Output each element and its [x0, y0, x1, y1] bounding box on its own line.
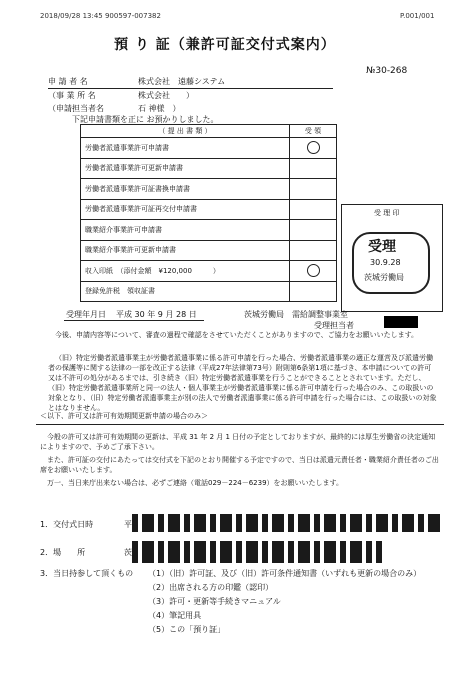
check-cell	[290, 281, 337, 302]
circle-mark-icon	[307, 264, 320, 277]
header-received: 受 領	[290, 125, 337, 138]
office-value: 株式会社 ）	[138, 91, 194, 100]
row-label: 収入印紙 （添付金額 ¥120,000 ）	[81, 261, 290, 282]
office-label: （事 業 所 名	[48, 91, 96, 100]
fax-header-right: P.001/001	[400, 12, 435, 20]
check-cell	[290, 220, 337, 241]
paragraph-2: （旧）特定労働者派遣事業主が労働者派遣事業に係る許可申請を行った場合、労働者派遣事業の適正な運営及び派遣労働者の保護等に関する法律の一部を改正する法律（平成27年法律第73号）附則第6条第1項に基づき、本申請についての許可又は不許可の処分があるまでは、引き続き（旧）特定労働者派遣事業を行うことができることとされています。ただし、（旧）特定労働者派遣事業所と同一の法人・個人事業主が労働者派遣事業に係る許可申請を行った場合のみ、この取扱いの対象となり、（旧）特定労働者派遣事業主が別の法人で労働者派遣事業に係る許可申請を行った場合には、この取扱いの対象とはなりません。	[48, 354, 437, 412]
table-row	[81, 281, 337, 302]
check-cell	[290, 158, 337, 179]
contact-value: 石 神様 ）	[138, 104, 181, 113]
item-place-partial: 茨	[124, 548, 132, 557]
row-label: 労働者派遣事業許可申請書	[81, 138, 290, 159]
fax-header-left: 2018/09/28 13:45 900597-007382	[40, 12, 161, 20]
applicant-underline	[48, 88, 333, 89]
receipt-dept: 需給調整事業室	[292, 310, 348, 319]
receipt-date-underline	[64, 320, 204, 321]
table-row	[81, 240, 337, 261]
applicant-label: 申 請 者 名	[48, 77, 88, 86]
row-label: 職業紹介事業許可申請書	[81, 220, 290, 241]
receipt-office: 茨城労働局	[244, 310, 284, 319]
stamp-line2: 30.9.28	[370, 258, 401, 267]
row-label: 労働者派遣事業許可更新申請書	[81, 158, 290, 179]
document-table	[80, 124, 337, 302]
receipt-date-value: 平成 30 年 9 月 28 日	[116, 310, 197, 319]
row-label: 労働者派遣事業許可証書換申請書	[81, 179, 290, 200]
contact-label: （申請担当者名	[48, 104, 104, 113]
table-row	[81, 179, 337, 200]
item-place-label: 2．場 所	[40, 548, 86, 557]
receipt-staff-label: 受理担当者	[314, 321, 354, 330]
section-paragraph-1: 今般の許可又は許可有効期間の更新は、平成 31 年 2 月 1 日付の予定としておりますが、最終的には厚生労働省の決定通知によりますので、予めご了承下さい。	[40, 433, 436, 451]
paragraph-1: 今後、申請内容等について、審査の過程で確認をさせていただくことがありますので、ご協力をお願いいたします。	[55, 331, 419, 339]
check-cell	[290, 261, 337, 282]
circle-mark-icon	[307, 141, 320, 154]
bring-item-4: （4）筆記用具	[148, 611, 202, 620]
applicant-value: 株式会社 遠藤システム	[138, 77, 226, 86]
section-paragraph-2: また、許可証の交付にあたっては交付式を下記のとおり開催する予定ですので、当日は派遣元責任者・職業紹介責任者のご出席をお願いいたします。	[40, 456, 439, 474]
header-documents: （ 提 出 書 類 ）	[81, 125, 290, 138]
check-cell	[290, 179, 337, 200]
table-header-row	[81, 125, 337, 138]
table-row	[81, 158, 337, 179]
section-paragraph-3: 万一、当日来庁出来ない場合は、必ずご連絡（電話029－224－6239）をお願いいたします。	[47, 479, 343, 487]
item-date-redaction	[132, 514, 442, 532]
stamp-line3: 茨城労働局	[364, 273, 404, 282]
item-date-partial: 平	[124, 520, 132, 529]
receipt-staff-redaction	[384, 316, 418, 328]
bring-item-5: （5）この「預り証」	[148, 625, 226, 634]
check-cell	[290, 240, 337, 261]
bring-item-1: （1）（旧）許可証、及び（旧）許可条件通知書（いずれも更新の場合のみ）	[148, 569, 422, 578]
row-label: 職業紹介事業許可更新申請書	[81, 240, 290, 261]
check-cell	[290, 138, 337, 159]
table-row	[81, 261, 337, 282]
item-bring-label: 3．当日持参して頂くもの	[40, 569, 134, 578]
receipt-date-label: 受理年月日	[66, 310, 106, 319]
stamp-box-label: 受 理 印	[374, 209, 400, 217]
row-label: 登録免許税 領収証書	[81, 281, 290, 302]
page-title: 預 り 証（兼許可証交付式案内）	[114, 37, 336, 53]
doc-number: №30-268	[366, 66, 408, 76]
row-label: 労働者派遣事業許可証再交付申請書	[81, 199, 290, 220]
item-place-redaction	[132, 541, 382, 563]
item-date-label: 1．交付式日時	[40, 520, 94, 529]
bring-item-3: （3）許可・更新等手続きマニュアル	[148, 597, 281, 606]
table-row	[81, 199, 337, 220]
table-row	[81, 138, 337, 159]
bring-item-2: （2）出席される方の印鑑（認印）	[148, 583, 274, 592]
check-cell	[290, 199, 337, 220]
stamp-line1: 受理	[368, 239, 396, 255]
table-row	[81, 220, 337, 241]
intro-text: 下記申請書類を正に お預かりしました。	[72, 115, 219, 124]
section-heading: ＜以下、許可又は許可有効期間更新申請の場合のみ＞	[40, 412, 208, 420]
